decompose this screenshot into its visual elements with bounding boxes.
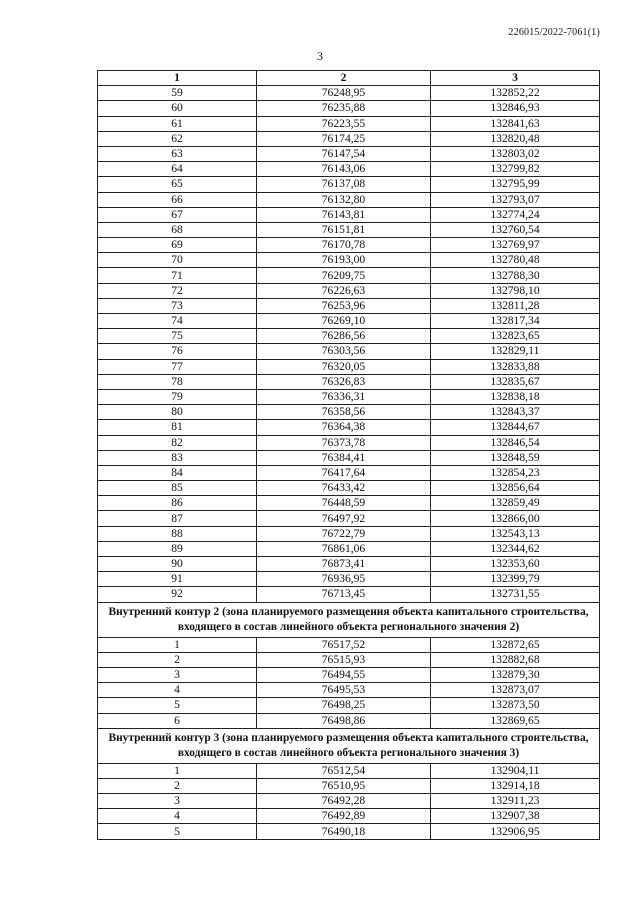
x-coordinate-cell: 76286,56 [257, 329, 431, 344]
contour-2-heading-row [98, 602, 600, 637]
point-number-cell: 86 [98, 496, 257, 511]
y-coordinate-cell: 132852,22 [431, 86, 600, 101]
y-coordinate-cell: 132353,60 [431, 557, 600, 572]
y-coordinate-cell: 132799,82 [431, 162, 600, 177]
y-coordinate-cell: 132879,30 [431, 667, 600, 682]
table-row [98, 101, 600, 116]
x-coordinate-cell: 76490,18 [257, 824, 431, 839]
point-number-cell: 4 [98, 809, 257, 824]
x-coordinate-cell: 76143,81 [257, 207, 431, 222]
table-row [98, 314, 600, 329]
section-title: Внутренний контур 2 (зона планируемого размещения объекта капитального строительства, входящего в состав линейного объекта регионального значения 2) [98, 602, 600, 637]
table-row [98, 435, 600, 450]
table-row [98, 359, 600, 374]
table-row [98, 389, 600, 404]
table-row [98, 667, 600, 682]
point-number-cell: 75 [98, 329, 257, 344]
x-coordinate-cell: 76498,86 [257, 713, 431, 728]
y-coordinate-cell: 132911,23 [431, 794, 600, 809]
point-number-cell: 60 [98, 101, 257, 116]
y-coordinate-cell: 132833,88 [431, 359, 600, 374]
table-row [98, 222, 600, 237]
table-row [98, 496, 600, 511]
x-coordinate-cell: 76498,25 [257, 698, 431, 713]
y-coordinate-cell: 132904,11 [431, 763, 600, 778]
x-coordinate-cell: 76492,28 [257, 794, 431, 809]
x-coordinate-cell: 76132,80 [257, 192, 431, 207]
point-number-cell: 64 [98, 162, 257, 177]
table-row [98, 698, 600, 713]
x-coordinate-cell: 76722,79 [257, 526, 431, 541]
point-number-cell: 67 [98, 207, 257, 222]
x-coordinate-cell: 76226,63 [257, 283, 431, 298]
x-coordinate-cell: 76269,10 [257, 314, 431, 329]
table-row [98, 86, 600, 101]
point-number-cell: 1 [98, 763, 257, 778]
y-coordinate-cell: 132803,02 [431, 146, 600, 161]
table-row [98, 162, 600, 177]
y-coordinate-cell: 132882,68 [431, 652, 600, 667]
point-number-cell: 92 [98, 587, 257, 602]
point-number-cell: 74 [98, 314, 257, 329]
y-coordinate-cell: 132907,38 [431, 809, 600, 824]
table-row [98, 207, 600, 222]
point-number-cell: 81 [98, 420, 257, 435]
x-coordinate-cell: 76373,78 [257, 435, 431, 450]
table-row [98, 283, 600, 298]
x-coordinate-cell: 76170,78 [257, 238, 431, 253]
x-coordinate-cell: 76512,54 [257, 763, 431, 778]
y-coordinate-cell: 132873,50 [431, 698, 600, 713]
x-coordinate-cell: 76326,83 [257, 374, 431, 389]
point-number-cell: 63 [98, 146, 257, 161]
point-number-cell: 66 [98, 192, 257, 207]
x-coordinate-cell: 76861,06 [257, 541, 431, 556]
y-coordinate-cell: 132866,00 [431, 511, 600, 526]
y-coordinate-cell: 132774,24 [431, 207, 600, 222]
x-coordinate-cell: 76336,31 [257, 389, 431, 404]
y-coordinate-cell: 132846,54 [431, 435, 600, 450]
point-number-cell: 65 [98, 177, 257, 192]
y-coordinate-cell: 132843,37 [431, 405, 600, 420]
y-coordinate-cell: 132793,07 [431, 192, 600, 207]
y-coordinate-cell: 132780,48 [431, 253, 600, 268]
table-row [98, 541, 600, 556]
y-coordinate-cell: 132872,65 [431, 637, 600, 652]
x-coordinate-cell: 76510,95 [257, 778, 431, 793]
table-row [98, 465, 600, 480]
column-header: 1 [98, 71, 257, 86]
y-coordinate-cell: 132399,79 [431, 572, 600, 587]
point-number-cell: 90 [98, 557, 257, 572]
point-number-cell: 2 [98, 652, 257, 667]
table-row [98, 557, 600, 572]
point-number-cell: 5 [98, 824, 257, 839]
section-title: Внутренний контур 3 (зона планируемого размещения объекта капитального строительства, входящего в состав линейного объекта регионального значения 3) [98, 728, 600, 763]
table-row [98, 268, 600, 283]
contour-3-heading-row [98, 728, 600, 763]
x-coordinate-cell: 76137,08 [257, 177, 431, 192]
y-coordinate-cell: 132811,28 [431, 298, 600, 313]
table-row [98, 587, 600, 602]
x-coordinate-cell: 76517,52 [257, 637, 431, 652]
y-coordinate-cell: 132838,18 [431, 389, 600, 404]
column-header: 3 [431, 71, 600, 86]
table-row [98, 374, 600, 389]
y-coordinate-cell: 132873,07 [431, 683, 600, 698]
document-id: 226015/2022-7061(1) [508, 27, 600, 38]
point-number-cell: 4 [98, 683, 257, 698]
y-coordinate-cell: 132760,54 [431, 222, 600, 237]
y-coordinate-cell: 132788,30 [431, 268, 600, 283]
y-coordinate-cell: 132795,99 [431, 177, 600, 192]
point-number-cell: 73 [98, 298, 257, 313]
y-coordinate-cell: 132906,95 [431, 824, 600, 839]
x-coordinate-cell: 76515,93 [257, 652, 431, 667]
table-row [98, 298, 600, 313]
point-number-cell: 2 [98, 778, 257, 793]
table-row [98, 637, 600, 652]
table-row [98, 450, 600, 465]
table-row [98, 344, 600, 359]
table-header-row [98, 71, 600, 86]
y-coordinate-cell: 132823,65 [431, 329, 600, 344]
x-coordinate-cell: 76223,55 [257, 116, 431, 131]
coordinates-table [97, 70, 600, 840]
point-number-cell: 80 [98, 405, 257, 420]
table-row [98, 146, 600, 161]
y-coordinate-cell: 132848,59 [431, 450, 600, 465]
point-number-cell: 91 [98, 572, 257, 587]
x-coordinate-cell: 76417,64 [257, 465, 431, 480]
table-row [98, 713, 600, 728]
y-coordinate-cell: 132844,67 [431, 420, 600, 435]
x-coordinate-cell: 76253,96 [257, 298, 431, 313]
x-coordinate-cell: 76497,92 [257, 511, 431, 526]
table-row [98, 824, 600, 839]
point-number-cell: 3 [98, 667, 257, 682]
point-number-cell: 69 [98, 238, 257, 253]
table-row [98, 405, 600, 420]
x-coordinate-cell: 76320,05 [257, 359, 431, 374]
table-row [98, 794, 600, 809]
point-number-cell: 87 [98, 511, 257, 526]
table-row [98, 481, 600, 496]
table-row [98, 683, 600, 698]
point-number-cell: 1 [98, 637, 257, 652]
table-row [98, 809, 600, 824]
y-coordinate-cell: 132859,49 [431, 496, 600, 511]
point-number-cell: 77 [98, 359, 257, 374]
x-coordinate-cell: 76364,38 [257, 420, 431, 435]
point-number-cell: 79 [98, 389, 257, 404]
y-coordinate-cell: 132344,62 [431, 541, 600, 556]
y-coordinate-cell: 132829,11 [431, 344, 600, 359]
point-number-cell: 89 [98, 541, 257, 556]
point-number-cell: 6 [98, 713, 257, 728]
table-row [98, 652, 600, 667]
page-number: 3 [317, 49, 323, 63]
table-row [98, 526, 600, 541]
y-coordinate-cell: 132731,55 [431, 587, 600, 602]
table-row [98, 778, 600, 793]
table-row [98, 192, 600, 207]
column-header: 2 [257, 71, 431, 86]
table-row [98, 511, 600, 526]
y-coordinate-cell: 132769,97 [431, 238, 600, 253]
point-number-cell: 72 [98, 283, 257, 298]
x-coordinate-cell: 76235,88 [257, 101, 431, 116]
x-coordinate-cell: 76448,59 [257, 496, 431, 511]
point-number-cell: 3 [98, 794, 257, 809]
table-row [98, 116, 600, 131]
x-coordinate-cell: 76495,53 [257, 683, 431, 698]
point-number-cell: 82 [98, 435, 257, 450]
x-coordinate-cell: 76494,55 [257, 667, 431, 682]
point-number-cell: 76 [98, 344, 257, 359]
x-coordinate-cell: 76248,95 [257, 86, 431, 101]
point-number-cell: 59 [98, 86, 257, 101]
y-coordinate-cell: 132835,67 [431, 374, 600, 389]
y-coordinate-cell: 132820,48 [431, 131, 600, 146]
y-coordinate-cell: 132846,93 [431, 101, 600, 116]
point-number-cell: 88 [98, 526, 257, 541]
x-coordinate-cell: 76151,81 [257, 222, 431, 237]
x-coordinate-cell: 76358,56 [257, 405, 431, 420]
x-coordinate-cell: 76873,41 [257, 557, 431, 572]
y-coordinate-cell: 132798,10 [431, 283, 600, 298]
x-coordinate-cell: 76193,00 [257, 253, 431, 268]
y-coordinate-cell: 132914,18 [431, 778, 600, 793]
table-row [98, 329, 600, 344]
x-coordinate-cell: 76303,56 [257, 344, 431, 359]
point-number-cell: 84 [98, 465, 257, 480]
x-coordinate-cell: 76147,54 [257, 146, 431, 161]
y-coordinate-cell: 132543,13 [431, 526, 600, 541]
y-coordinate-cell: 132869,65 [431, 713, 600, 728]
point-number-cell: 70 [98, 253, 257, 268]
point-number-cell: 62 [98, 131, 257, 146]
x-coordinate-cell: 76433,42 [257, 481, 431, 496]
point-number-cell: 68 [98, 222, 257, 237]
x-coordinate-cell: 76209,75 [257, 268, 431, 283]
table-row [98, 572, 600, 587]
point-number-cell: 71 [98, 268, 257, 283]
y-coordinate-cell: 132817,34 [431, 314, 600, 329]
y-coordinate-cell: 132841,63 [431, 116, 600, 131]
x-coordinate-cell: 76384,41 [257, 450, 431, 465]
table-row [98, 420, 600, 435]
x-coordinate-cell: 76174,25 [257, 131, 431, 146]
y-coordinate-cell: 132854,23 [431, 465, 600, 480]
point-number-cell: 85 [98, 481, 257, 496]
x-coordinate-cell: 76492,89 [257, 809, 431, 824]
table-row [98, 177, 600, 192]
table-row [98, 238, 600, 253]
x-coordinate-cell: 76936,95 [257, 572, 431, 587]
point-number-cell: 5 [98, 698, 257, 713]
x-coordinate-cell: 76713,45 [257, 587, 431, 602]
y-coordinate-cell: 132856,64 [431, 481, 600, 496]
table-row [98, 253, 600, 268]
x-coordinate-cell: 76143,06 [257, 162, 431, 177]
point-number-cell: 83 [98, 450, 257, 465]
point-number-cell: 78 [98, 374, 257, 389]
point-number-cell: 61 [98, 116, 257, 131]
table-row [98, 763, 600, 778]
table-row [98, 131, 600, 146]
